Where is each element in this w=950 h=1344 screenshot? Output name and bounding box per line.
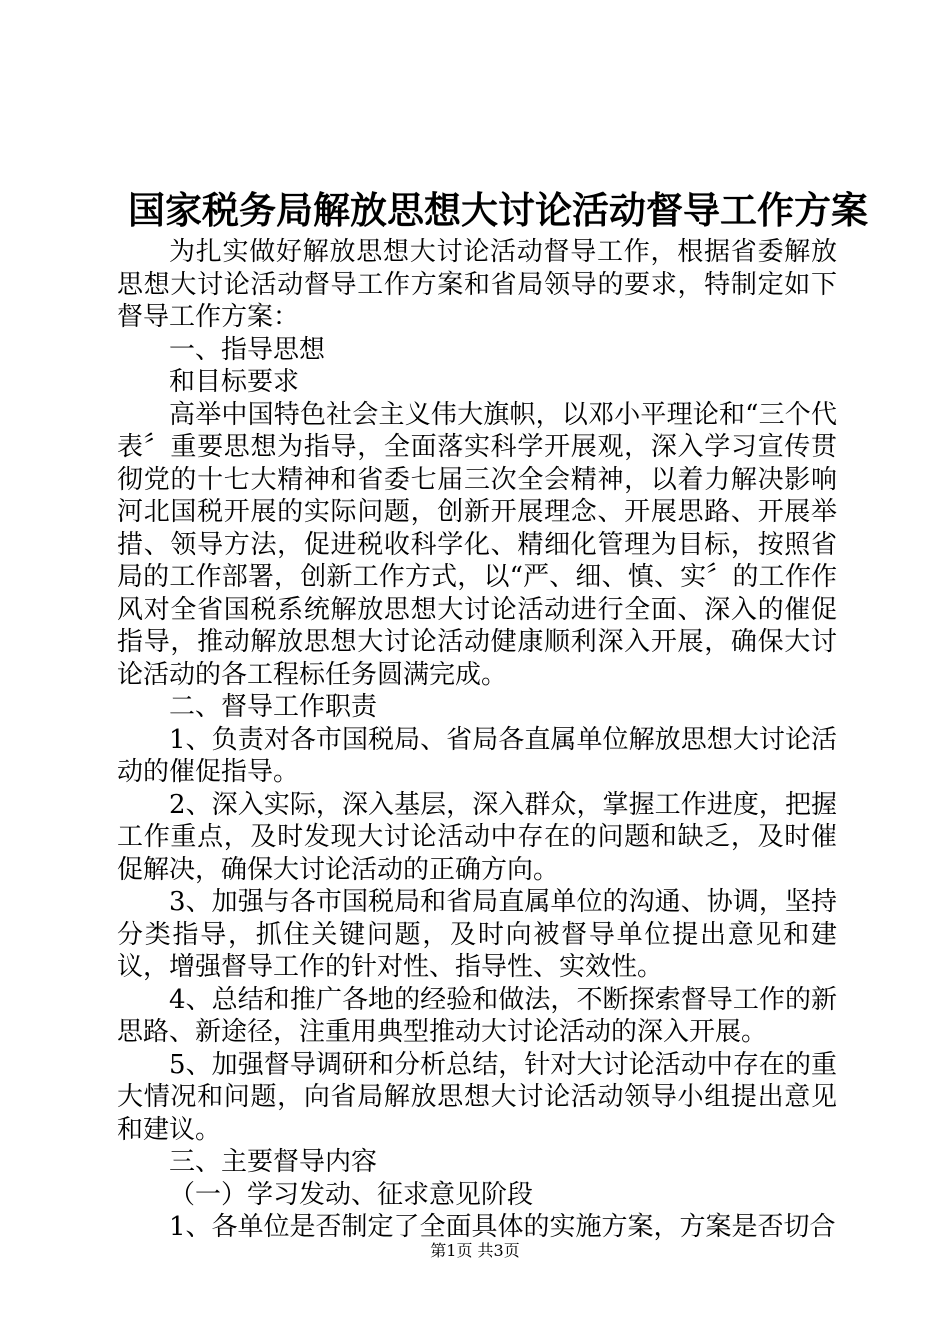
heading-stage-1: （一）学习发动、征求意见阶段: [169, 1179, 534, 1210]
heading-duties: 二、督导工作职责: [169, 692, 378, 722]
paragraph-duty-5: 5、加强督导调研和分析总结，针对大讨论活动中存在的重大情况和问题，向省局解放思想大讨论活动领导小组提出意见和建议。: [117, 1049, 837, 1145]
paragraph-intro: 为扎实做好解放思想大讨论活动督导工作，根据省委解放思想大讨论活动督导工作方案和省局领导的要求，特制定如下督导工作方案：: [117, 237, 837, 332]
paragraph-duty-2: 2、深入实际，深入基层，深入群众，掌握工作进度，把握工作重点，及时发现大讨论活动中存在的问题和缺乏，及时催促解决，确保大讨论活动的正确方向。: [117, 789, 837, 885]
document-title: 国家税务局解放思想大讨论活动督导工作方案: [128, 188, 868, 232]
paragraph-stage-1-item-1: 1、各单位是否制定了全面具体的实施方案，方案是否切合: [169, 1212, 836, 1242]
document-body: [117, 236, 837, 1244]
paragraph-duty-1: 1、负责对各市国税局、省局各直属单位解放思想大讨论活动的催促指导。: [117, 724, 837, 787]
heading-goals: 和目标要求: [169, 367, 300, 397]
paragraph-duty-3: 3、加强与各市国税局和省局直属单位的沟通、协调，坚持分类指导，抓住关键问题，及时向被督导单位提出意见和建议，增强督导工作的针对性、指导性、实效性。: [117, 887, 837, 982]
heading-guiding-thought: 一、指导思想: [169, 334, 326, 365]
paragraph-duty-4: 4、总结和推广各地的经验和做法，不断探索督导工作的新思路、新途径，注重用典型推动大讨论活动的深入开展。: [117, 984, 837, 1047]
page-footer: 第1页 共3页: [430, 1241, 520, 1260]
heading-main-content: 三、主要督导内容: [169, 1147, 378, 1177]
paragraph-guiding-text: 高举中国特色社会主义伟大旗帜，以邓小平理论和“三个代表〞重要思想为指导，全面落实科学开展观，深入学习宣传贯彻党的十七大精神和省委七届三次全会精神，以着力解决影响河北国税开展的实际问题，创新开展理念、开展思路、开展举措、领导方法，促进税收科学化、精细化管理为目标，按照省局的工作部署，创新工作方式，以“严、细、慎、实〞的工作作风对全省国税系统解放思想大讨论活动进行全面、深入的催促指导，推动解放思想大讨论活动健康顺利深入开展，确保大讨论活动的各工程标任务圆满完成。: [117, 399, 837, 690]
